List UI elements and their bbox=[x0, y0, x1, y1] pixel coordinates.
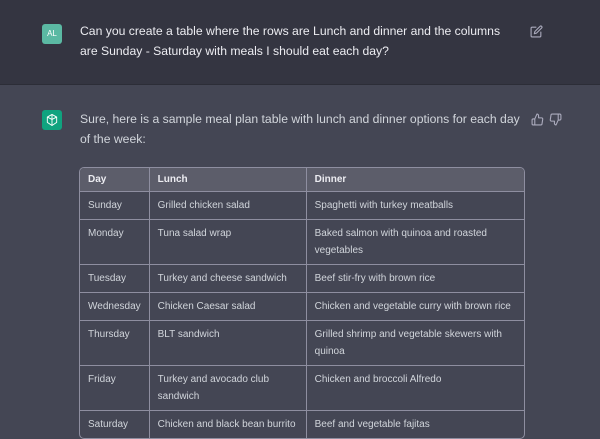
table-cell-dinner: Baked salmon with quinoa and roasted vegetables bbox=[306, 220, 524, 265]
table-cell-day: Wednesday bbox=[80, 293, 149, 321]
meal-plan-table bbox=[79, 167, 525, 439]
table-row bbox=[80, 411, 524, 439]
table-cell-lunch: Chicken Caesar salad bbox=[149, 293, 306, 321]
table-cell-dinner: Grilled shrimp and vegetable skewers with quinoa bbox=[306, 321, 524, 366]
openai-logo-icon bbox=[42, 110, 62, 130]
table-row bbox=[80, 220, 524, 265]
column-header-lunch: Lunch bbox=[149, 168, 306, 192]
edit-icon[interactable] bbox=[530, 25, 543, 38]
table-cell-day: Sunday bbox=[80, 192, 149, 220]
table-row bbox=[80, 192, 524, 220]
table-cell-day: Friday bbox=[80, 366, 149, 411]
feedback-buttons bbox=[531, 113, 563, 127]
table-cell-dinner: Spaghetti with turkey meatballs bbox=[306, 192, 524, 220]
table-cell-dinner: Beef stir-fry with brown rice bbox=[306, 265, 524, 293]
table-row bbox=[80, 265, 524, 293]
table-cell-lunch: Chicken and black bean burrito bbox=[149, 411, 306, 439]
user-avatar: AL bbox=[42, 24, 62, 44]
user-message-text: Can you create a table where the rows are Lunch and dinner and the columns are Sunday - Saturday with meals I should eat each day? bbox=[80, 24, 501, 58]
table-row bbox=[80, 293, 524, 321]
table-header-row bbox=[80, 168, 524, 192]
thumbs-down-icon[interactable] bbox=[549, 113, 562, 126]
assistant-message-row bbox=[0, 85, 600, 430]
column-header-day: Day bbox=[80, 168, 149, 192]
table-cell-dinner: Chicken and vegetable curry with brown rice bbox=[306, 293, 524, 321]
table-cell-day: Monday bbox=[80, 220, 149, 265]
table-cell-lunch: Turkey and cheese sandwich bbox=[149, 265, 306, 293]
table-cell-lunch: BLT sandwich bbox=[149, 321, 306, 366]
table-cell-lunch: Grilled chicken salad bbox=[149, 192, 306, 220]
user-message-row bbox=[0, 0, 600, 85]
thumbs-up-icon[interactable] bbox=[531, 113, 544, 126]
table-row bbox=[80, 366, 524, 411]
table-cell-dinner: Beef and vegetable fajitas bbox=[314, 419, 430, 430]
table-cell-dinner: Chicken and broccoli Alfredo bbox=[306, 366, 524, 411]
table-cell-day: Thursday bbox=[80, 321, 149, 366]
table-cell-lunch: Tuna salad wrap bbox=[149, 220, 306, 265]
column-header-dinner: Dinner bbox=[306, 168, 524, 192]
table-cell-day: Saturday bbox=[80, 411, 149, 439]
assistant-message-text: Sure, here is a sample meal plan table with lunch and dinner options for each day of the week: bbox=[80, 112, 520, 146]
table-cell-day: Tuesday bbox=[80, 265, 149, 293]
table-cell-lunch: Turkey and avocado club sandwich bbox=[149, 366, 306, 411]
table-row bbox=[80, 321, 524, 366]
